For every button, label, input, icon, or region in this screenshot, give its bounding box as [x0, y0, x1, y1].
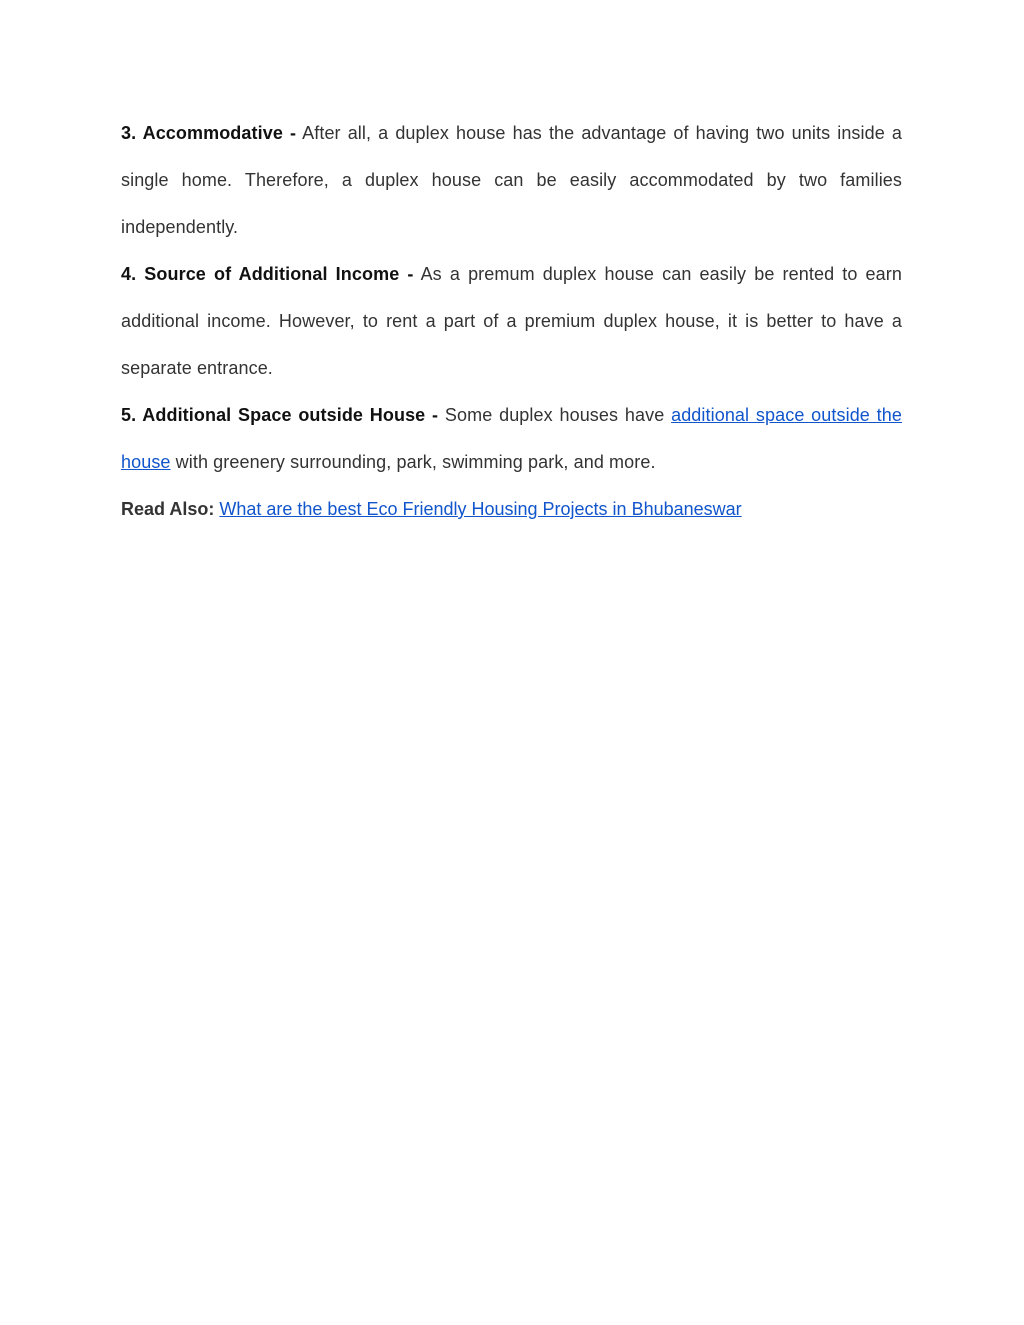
paragraph-text: with greenery surrounding, park, swimming park, and more. [175, 452, 656, 472]
paragraph-additional-income [121, 251, 902, 392]
paragraph-text: After all, a duplex house has the advantage of having two units inside a single home. Therefore, a duplex house can be easily accommodated by two families independently. [121, 123, 903, 237]
paragraph-additional-space [121, 392, 902, 486]
document-body [121, 110, 902, 533]
additional-space-link[interactable]: additional space outside the house [121, 405, 902, 472]
read-also-label: Read Also: [121, 499, 215, 519]
paragraph-text: As a premum duplex house can easily be rented to earn additional income. However, to rent a part of a premium duplex house, it is better to have a separate entrance. [121, 264, 902, 378]
paragraph-accommodative [121, 110, 902, 251]
paragraph-text: Some duplex houses have [444, 405, 665, 425]
paragraph-heading: 4. Source of Additional Income - [121, 264, 414, 284]
paragraph-heading: 5. Additional Space outside House - [121, 405, 439, 425]
paragraph-heading: 3. Accommodative - [121, 123, 297, 143]
read-also-link[interactable]: What are the best Eco Friendly Housing Projects in Bhubaneswar [219, 499, 742, 519]
read-also [121, 486, 902, 533]
